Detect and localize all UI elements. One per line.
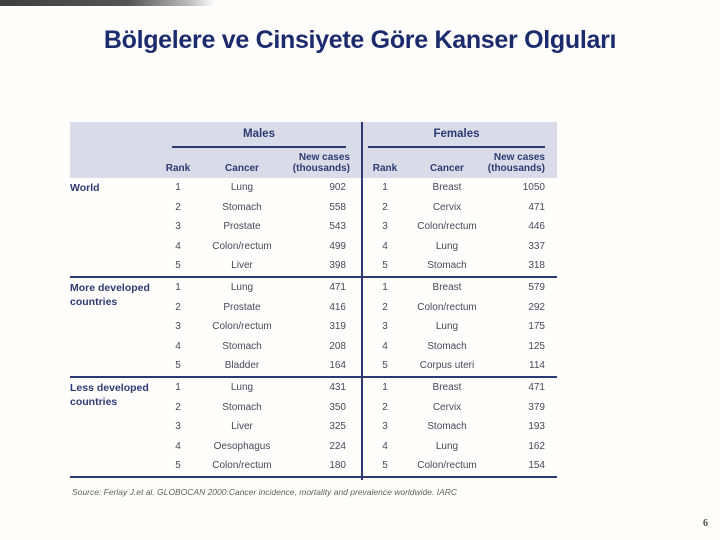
female-cases-cell: 471	[528, 381, 545, 393]
female-rank-cell: 5	[382, 260, 388, 272]
female-cancer-cell: Stomach	[427, 340, 467, 352]
female-cancer-cell: Corpus uteri	[419, 360, 475, 372]
male-cases-cell: 224	[329, 440, 346, 452]
region-label: Less developed countries	[70, 381, 149, 408]
male-rank-cell: 5	[175, 360, 181, 372]
new-cases-label-line2: (thousands)	[292, 163, 350, 174]
cancer-cases-table	[70, 122, 557, 478]
females-cancer-column-header: Cancer	[430, 163, 464, 174]
males-new-cases-column-header	[288, 148, 354, 178]
female-rank-cell: 4	[382, 240, 388, 252]
female-cancer-cell: Breast	[432, 182, 462, 193]
male-cases-cell: 471	[329, 281, 346, 293]
table-section	[70, 376, 557, 476]
female-cases-cell: 446	[528, 221, 545, 233]
female-cancer-cell: Breast	[432, 381, 462, 393]
new-cases-label-line1: New cases	[298, 152, 350, 163]
male-cancer-cell: Liver	[231, 260, 253, 272]
region-label: World	[70, 182, 100, 194]
male-cases-cell: 164	[329, 360, 346, 372]
female-rank-cell: 2	[382, 401, 388, 413]
males-cancer-column-header: Cancer	[225, 163, 259, 174]
female-cancer-cell: Cervix	[432, 401, 462, 413]
female-cases-cell: 154	[528, 460, 545, 472]
female-rank-cell: 3	[382, 421, 388, 433]
new-cases-label-line2: (thousands)	[487, 163, 545, 174]
female-cases-cell: 337	[528, 240, 545, 252]
male-cancer-cell: Oesophagus	[213, 440, 271, 452]
female-cases-cell: 579	[528, 281, 545, 293]
female-cases-cell: 162	[528, 440, 545, 452]
male-cancer-cell: Lung	[230, 182, 254, 193]
female-cancer-cell: Colon/rectum	[417, 301, 477, 313]
male-cases-cell: 499	[329, 240, 346, 252]
female-cancer-cell: Colon/rectum	[417, 221, 477, 233]
female-cancer-cell: Lung	[435, 440, 459, 452]
male-cancer-cell: Liver	[231, 421, 253, 433]
female-cases-cell: 114	[529, 360, 545, 372]
new-cases-label-line1: New cases	[493, 152, 545, 163]
male-cases-cell: 350	[329, 401, 346, 413]
females-new-cases-column-header	[487, 148, 557, 178]
table-header	[70, 122, 557, 178]
male-cases-cell: 208	[329, 340, 346, 352]
table-section	[70, 276, 557, 376]
female-cancer-cell: Breast	[432, 281, 462, 293]
male-cases-cell: 319	[329, 321, 346, 333]
females-group-header: Females	[368, 122, 545, 148]
male-cancer-cell: Stomach	[222, 401, 262, 413]
male-cases-cell: 325	[329, 421, 346, 433]
female-rank-cell: 1	[382, 381, 388, 393]
male-rank-cell: 1	[175, 182, 181, 193]
female-rank-cell: 4	[382, 340, 388, 352]
header-spacer	[70, 148, 160, 178]
table-bottom-rule	[70, 476, 557, 478]
female-rank-cell: 4	[382, 440, 388, 452]
header-spacer	[70, 122, 160, 148]
male-rank-cell: 5	[175, 260, 181, 272]
male-cases-cell: 431	[329, 381, 346, 393]
female-cases-cell: 193	[528, 421, 545, 433]
female-rank-cell: 1	[382, 281, 388, 293]
male-rank-cell: 3	[175, 321, 181, 333]
slide-page-number: 6	[703, 518, 708, 529]
slide-title: Bölgelere ve Cinsiyete Göre Kanser Olguları	[103, 26, 617, 54]
female-cases-cell: 471	[528, 201, 545, 213]
table-section	[70, 178, 557, 276]
male-cancer-cell: Prostate	[223, 221, 261, 233]
female-cases-cell: 318	[528, 260, 545, 272]
male-rank-cell: 3	[175, 221, 181, 233]
female-cancer-cell: Lung	[435, 321, 459, 333]
male-rank-cell: 2	[175, 301, 181, 313]
female-cases-cell: 175	[528, 321, 545, 333]
male-rank-cell: 2	[175, 401, 181, 413]
male-rank-cell: 3	[175, 421, 181, 433]
male-cancer-cell: Colon/rectum	[212, 321, 272, 333]
female-rank-cell: 2	[382, 201, 388, 213]
female-cancer-cell: Colon/rectum	[417, 460, 477, 472]
male-cancer-cell: Lung	[230, 381, 254, 393]
female-rank-cell: 3	[382, 221, 388, 233]
female-rank-cell: 2	[382, 301, 388, 313]
male-cancer-cell: Colon/rectum	[212, 460, 272, 472]
females-rank-column-header: Rank	[372, 163, 398, 174]
source-citation: Source: Ferlay J.et al. GLOBOCAN 2000:Cancer incidence, mortality and prevalence worldwide. IARC	[72, 487, 458, 497]
table-body	[70, 178, 557, 476]
male-cases-cell: 398	[329, 260, 346, 272]
female-rank-cell: 3	[382, 321, 388, 333]
female-rank-cell: 1	[382, 182, 388, 193]
male-cancer-cell: Prostate	[223, 301, 261, 313]
male-cancer-cell: Colon/rectum	[212, 240, 272, 252]
male-cases-cell: 416	[329, 301, 346, 313]
male-rank-cell: 4	[175, 240, 181, 252]
female-cancer-cell: Stomach	[427, 260, 467, 272]
male-rank-cell: 4	[175, 440, 181, 452]
male-cases-cell: 180	[329, 460, 346, 472]
males-females-divider-rule	[361, 122, 363, 480]
female-cancer-cell: Lung	[435, 240, 459, 252]
male-cancer-cell: Stomach	[222, 340, 262, 352]
female-rank-cell: 5	[382, 460, 388, 472]
female-cases-cell: 1050	[522, 182, 545, 193]
male-cancer-cell: Lung	[230, 281, 254, 293]
female-rank-cell: 5	[382, 360, 388, 372]
male-cases-cell: 558	[329, 201, 346, 213]
female-cases-cell: 379	[528, 401, 545, 413]
male-cases-cell: 543	[329, 221, 346, 233]
male-rank-cell: 1	[175, 281, 181, 293]
female-cancer-cell: Cervix	[432, 201, 462, 213]
male-rank-cell: 5	[175, 460, 181, 472]
male-rank-cell: 1	[175, 381, 181, 393]
female-cases-cell: 125	[528, 340, 545, 352]
male-rank-cell: 2	[175, 201, 181, 213]
males-rank-column-header: Rank	[165, 163, 191, 174]
screen-top-edge-strip	[0, 0, 215, 6]
female-cases-cell: 292	[528, 301, 545, 313]
male-cancer-cell: Bladder	[224, 360, 260, 372]
region-label: More developed countries	[70, 281, 150, 308]
male-cases-cell: 902	[329, 182, 346, 193]
males-group-header: Males	[172, 122, 346, 148]
male-rank-cell: 4	[175, 340, 181, 352]
male-cancer-cell: Stomach	[222, 201, 262, 213]
female-cancer-cell: Stomach	[427, 421, 467, 433]
